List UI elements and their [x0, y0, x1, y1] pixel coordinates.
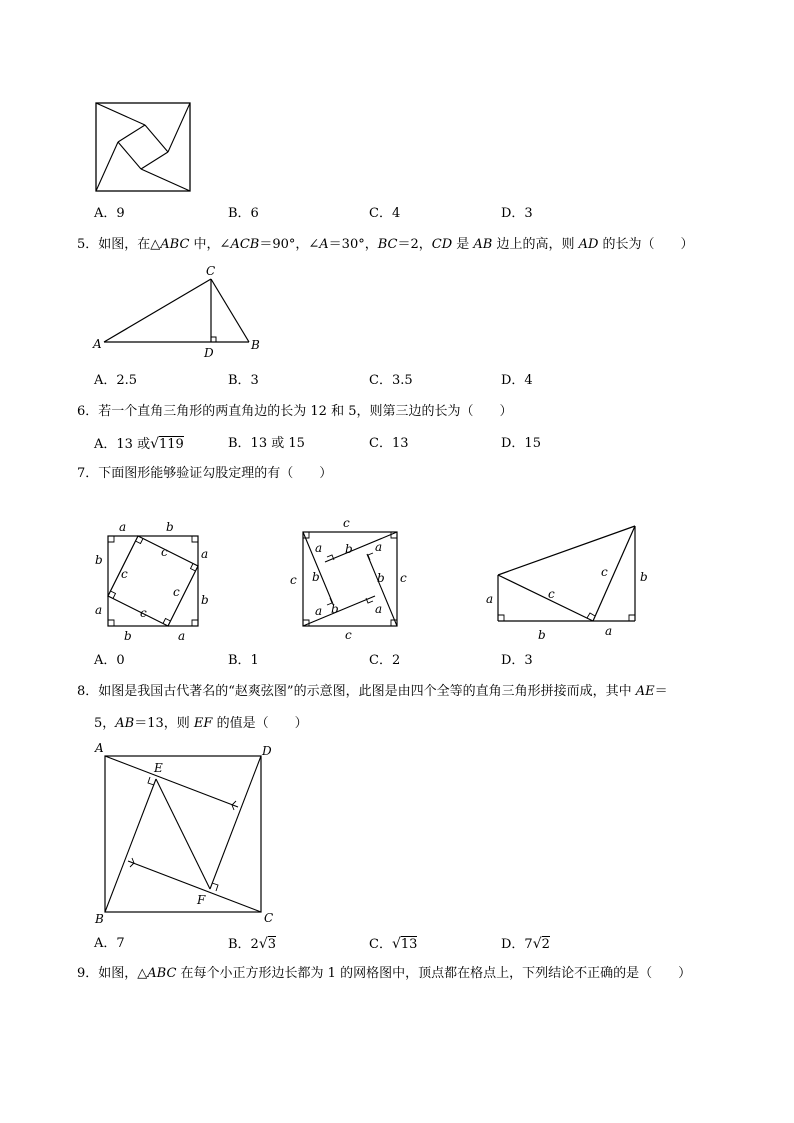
- q7-stem: 7．下面图形能够验证勾股定理的有（ ）: [77, 466, 333, 481]
- q8-option-d-text: D．7: [501, 937, 533, 952]
- q6-option-a[interactable]: [94, 436, 184, 453]
- q7-f2-label-a: a: [375, 540, 383, 554]
- q8-option-b-text: B．2: [228, 937, 259, 952]
- q8-stem-part: ＝13，则: [134, 716, 194, 731]
- sqrt-sign: √: [532, 936, 542, 952]
- q7-f3-label-b: b: [640, 570, 648, 584]
- q7-f1-label-c: c: [140, 606, 147, 620]
- q4-option-b[interactable]: B．6: [228, 206, 259, 221]
- q8-label-f: F: [197, 893, 206, 907]
- q7-f2-label-a: a: [375, 602, 383, 616]
- q7-option-a[interactable]: A．0: [94, 653, 125, 668]
- q8-label-d: D: [262, 744, 272, 758]
- q5-stem-acb: ACB: [230, 237, 260, 252]
- q8-option-c-text: C．: [369, 937, 392, 952]
- q7-f2-label-b: b: [312, 570, 320, 584]
- q7-f1-label-c: c: [161, 545, 168, 559]
- q7-option-c[interactable]: C．2: [369, 653, 401, 668]
- q7-f1-label-a: a: [119, 520, 127, 534]
- q5-option-c[interactable]: C．3.5: [369, 373, 413, 388]
- q7-f1-label-b: b: [124, 629, 132, 643]
- q8-stem-ae: AE: [635, 684, 655, 699]
- q5-stem-a: A: [319, 237, 329, 252]
- q7-f1-label-a: a: [95, 603, 103, 617]
- q7-f2-label-b: b: [377, 571, 385, 585]
- q8-stem-line1: [77, 684, 668, 700]
- q5-stem-part: ＝2，: [397, 237, 432, 252]
- q8-label-b: B: [95, 912, 104, 926]
- q6-option-a-radicand: 119: [159, 437, 184, 452]
- q5-stem-part: 中，∠: [189, 237, 231, 252]
- q8-stem-part: 的值是（ ）: [212, 716, 308, 731]
- q7-option-b[interactable]: B．1: [228, 653, 259, 668]
- q7-f3-label-c: c: [548, 587, 555, 601]
- q6-option-a-text: A．13 或: [94, 437, 151, 452]
- q4-option-a[interactable]: A．9: [94, 206, 125, 221]
- q5-stem-abc: ABC: [160, 237, 190, 252]
- q7-f2-label-a: a: [315, 604, 323, 618]
- q7-f2-label-c: c: [290, 573, 297, 587]
- q5-label-b: B: [251, 338, 260, 352]
- q5-stem-bc: BC: [377, 237, 398, 252]
- q7-f2-label-b: b: [345, 542, 353, 556]
- q7-f1-label-b: b: [201, 593, 209, 607]
- q5-stem-part: ＝90°，∠: [259, 237, 320, 252]
- q7-f3-label-c: c: [601, 565, 608, 579]
- q7-figure-2: [285, 516, 415, 646]
- q5-option-d[interactable]: D．4: [501, 373, 533, 388]
- q8-option-d-radicand: 2: [541, 937, 550, 952]
- q6-stem: 6．若一个直角三角形的两直角边的长为 12 和 5，则第三边的长为（ ）: [77, 404, 513, 419]
- q5-stem-part: ＝30°，: [328, 237, 378, 252]
- q8-stem-part: 5，: [94, 716, 116, 731]
- q8-option-d[interactable]: [501, 936, 550, 953]
- q7-f1-label-a: a: [178, 629, 186, 643]
- q5-label-c: C: [206, 264, 216, 278]
- q7-option-d[interactable]: D．3: [501, 653, 533, 668]
- q7-f3-label-a: a: [486, 592, 494, 606]
- q5-stem-part: 的长为（ ）: [598, 237, 694, 252]
- q7-f1-label-c: c: [173, 585, 180, 599]
- q8-label-e: E: [154, 761, 163, 775]
- q5-stem-part: 5．如图，在△: [77, 237, 161, 252]
- sqrt-sign: √: [391, 936, 401, 952]
- q7-f2-label-c: c: [400, 571, 407, 585]
- q7-figure-1: [88, 516, 218, 646]
- q7-f3-label-b: b: [538, 628, 546, 642]
- q5-label-d: D: [204, 346, 214, 360]
- q8-stem-line2: [94, 716, 308, 732]
- q7-f1-label-c: c: [121, 567, 128, 581]
- q8-stem-part: ＝: [654, 684, 668, 699]
- q7-f1-label-b: b: [166, 520, 174, 534]
- sqrt-sign: √: [150, 436, 159, 452]
- q5-option-b[interactable]: B．3: [228, 373, 259, 388]
- q4-option-d[interactable]: D．3: [501, 206, 533, 221]
- q5-label-a: A: [93, 337, 102, 351]
- q5-option-a[interactable]: A．2.5: [94, 373, 138, 388]
- q6-option-d[interactable]: D．15: [501, 436, 541, 451]
- q7-f2-label-c: c: [343, 516, 350, 530]
- q7-f1-label-a: a: [201, 547, 209, 561]
- q8-option-a[interactable]: A．7: [94, 936, 125, 951]
- q7-f2-label-b: b: [331, 602, 339, 616]
- q8-option-c[interactable]: [369, 936, 417, 953]
- q8-option-b[interactable]: [228, 936, 276, 953]
- q5-stem-ab: AB: [473, 237, 493, 252]
- q8-option-b-radicand: 3: [267, 937, 277, 952]
- q8-option-c-radicand: 13: [400, 937, 418, 952]
- q5-triangle-figure: [90, 262, 270, 362]
- q5-stem-cd: CD: [431, 237, 453, 252]
- q8-stem-ab: AB: [115, 716, 135, 731]
- q5-stem-part: 是: [452, 237, 474, 252]
- q9-stem-part: 9．如图，△: [77, 966, 148, 981]
- q5-stem-ad: AD: [578, 237, 599, 252]
- q5-stem: [77, 237, 694, 253]
- q7-f2-label-c: c: [345, 628, 352, 642]
- q6-option-c[interactable]: C．13: [369, 436, 409, 451]
- q5-stem-part: 边上的高，则: [492, 237, 579, 252]
- q9-stem-abc: ABC: [147, 966, 177, 981]
- q8-label-a: A: [95, 741, 104, 755]
- q9-stem: [77, 966, 691, 982]
- q8-label-c: C: [264, 911, 274, 925]
- q9-stem-part: 在每个小正方形边长都为 1 的网格图中，顶点都在格点上，下列结论不正确的是（ ）: [176, 966, 692, 981]
- q8-stem-part: 8．如图是我国古代著名的“赵爽弦图”的示意图，此图是由四个全等的直角三角形拼接而成，其中: [77, 684, 636, 699]
- q4-option-c[interactable]: C．4: [369, 206, 401, 221]
- q8-stem-ef: EF: [193, 716, 213, 731]
- q7-figure-3: [478, 518, 658, 643]
- q7-f3-label-a: a: [605, 624, 613, 638]
- q7-f2-label-a: a: [315, 541, 323, 555]
- q8-zhao-shuang-figure: [88, 738, 283, 930]
- sqrt-sign: √: [258, 936, 268, 952]
- q4-pinwheel-figure: [93, 100, 193, 194]
- q7-f1-label-b: b: [95, 553, 103, 567]
- q6-option-b[interactable]: B．13 或 15: [228, 436, 305, 451]
